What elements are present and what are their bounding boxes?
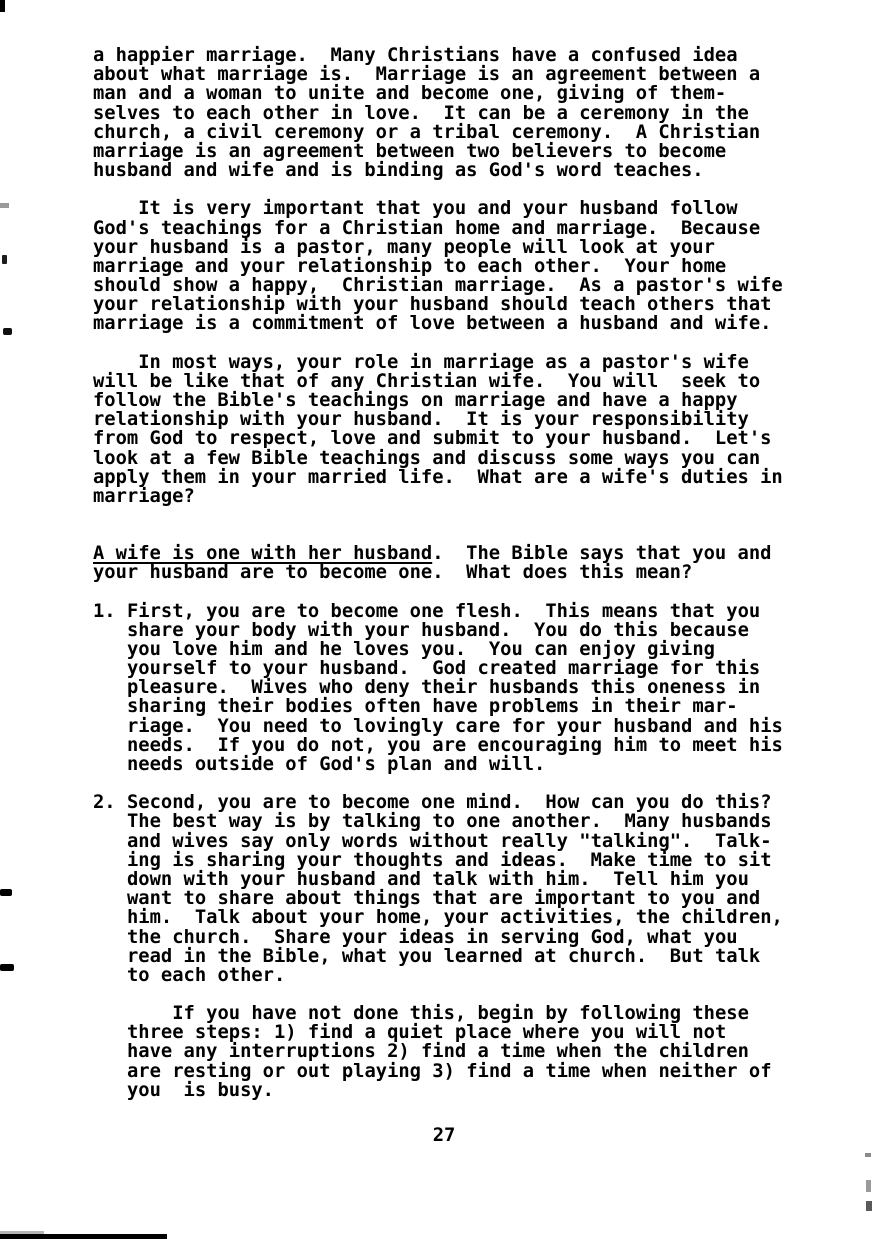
text-line: marriage is a commitment of love between a husband and wife. [93,313,772,335]
text-line: about what marriage is. Marriage is an agreement between a [93,64,761,86]
text-line: selves to each other in love. It can be a ceremony in the [93,102,749,124]
text-line: pleasure. Wives who deny their husbands this oneness in [127,677,761,699]
text-line: If you have not done this, begin by following these [127,1003,749,1025]
text-line: your husband is a pastor, many people will look at your [93,236,715,258]
text-line: have any interruptions 2) find a time when the children [127,1041,749,1063]
paragraph-1 [93,46,813,180]
scan-artifact-left-dash-2 [0,964,14,971]
text-line: share your body with your husband. You do this because [127,619,749,641]
text-line: you love him and he loves you. You can enjoy giving [127,638,715,660]
text-line: The best way is by talking to one another. Many husbands [127,811,772,833]
text-line: are resting or out playing 3) find a time when neither of [127,1060,772,1082]
text-line: sharing their bodies often have problems in their mar- [127,696,738,718]
scan-artifact-right-dash-3 [866,1201,872,1211]
text-line: the church. Share your ideas in serving God, what you [127,926,738,948]
text-line: church, a civil ceremony or a tribal ceremony. A Christian [93,121,761,143]
closing-paragraph [127,1004,813,1100]
text-line: God's teachings for a Christian home and marriage. Because [93,217,761,239]
text-line: read in the Bible, what you learned at church. But talk [127,945,761,967]
text-line: will be like that of any Christian wife. You will seek to [93,370,761,392]
text-line: from God to respect, love and submit to your husband. Let's [93,428,772,450]
text-line: you is busy. [127,1079,274,1101]
text-column [93,46,813,1145]
text-line: look at a few Bible teachings and discuss some ways you can [93,447,761,469]
text-line: to each other. [127,964,286,986]
text-line: should show a happy, Christian marriage. As a pastor's wife [93,275,783,297]
list-item-2 [93,793,813,985]
scan-artifact-top-left [0,0,5,12]
scan-artifact-left-speck-2 [2,255,7,264]
text-line: follow the Bible's teachings on marriage and have a happy [93,390,738,411]
text-line: apply them in your married life. What are a wife's duties in [93,466,783,488]
text-line: him. Talk about your home, your activities, the children, [127,907,783,929]
text-line: riage. You need to lovingly care for your husband and his [127,715,783,737]
scan-artifact-left-speck-1 [0,203,9,208]
scan-artifact-bottom-bar-fuzz [0,1231,44,1234]
text-line: a happier marriage. Many Christians have a confused idea [93,45,738,66]
text-line: marriage is an agreement between two believers to become [93,140,727,162]
text-line: want to share about things that are important to you and [127,888,761,910]
scan-artifact-bottom-bar [0,1234,167,1239]
text-line: It is very important that you and your husband follow [93,198,738,220]
list-item-2-text [127,793,813,985]
text-line: First, you are to become one flesh. This means that you [127,600,761,622]
text-line: needs. If you do not, you are encouraging him to meet his [127,734,783,756]
text-line: yourself to your husband. God created marriage for this [127,658,761,680]
scan-artifact-right-dash-1 [865,1153,871,1157]
text-line: In most ways, your role in marriage as a pastor's wife [93,351,749,373]
text-line: Second, you are to become one mind. How can you do this? [127,792,772,814]
section-heading-line-2: your husband are to become one. What does this mean? [93,562,693,584]
text-line: husband and wife and is binding as God's word teaches. [93,160,704,182]
paragraph-3 [93,353,813,507]
list-item-1-number: 1. [93,600,116,622]
text-line: your relationship with your husband should teach others that [93,294,772,316]
text-line: and wives say only words without really "talking". Talk- [127,830,772,852]
section-heading-underlined-text: A wife is one with her husband [93,543,433,565]
page-number: 27 [432,1125,456,1146]
text-line: marriage and your relationship to each other. Your home [93,255,727,277]
text-line: relationship with your husband. It is your responsibility [93,409,749,431]
text-line: down with your husband and talk with him. Tell him you [127,868,749,890]
text-line: needs outside of God's plan and will. [127,754,546,775]
scan-artifact-left-speck-3 [3,328,12,335]
scan-artifact-right-dash-2 [866,1180,871,1192]
section-heading-paragraph [93,544,813,582]
list-item-1-text [127,602,813,775]
section-heading-rest-text: . The Bible says that you and [432,543,772,565]
text-line: three steps: 1) find a quiet place where you will not [127,1022,727,1044]
text-line: marriage? [93,485,195,507]
scan-artifact-left-dash-1 [0,889,12,896]
list-item-2-number: 2. [93,792,116,814]
paragraph-2 [93,199,813,333]
section-heading-line-1 [93,544,813,563]
list-item-1 [93,602,813,775]
text-line: man and a woman to unite and become one, giving of them- [93,83,727,105]
text-line: ing is sharing your thoughts and ideas. Make time to sit [127,849,772,871]
